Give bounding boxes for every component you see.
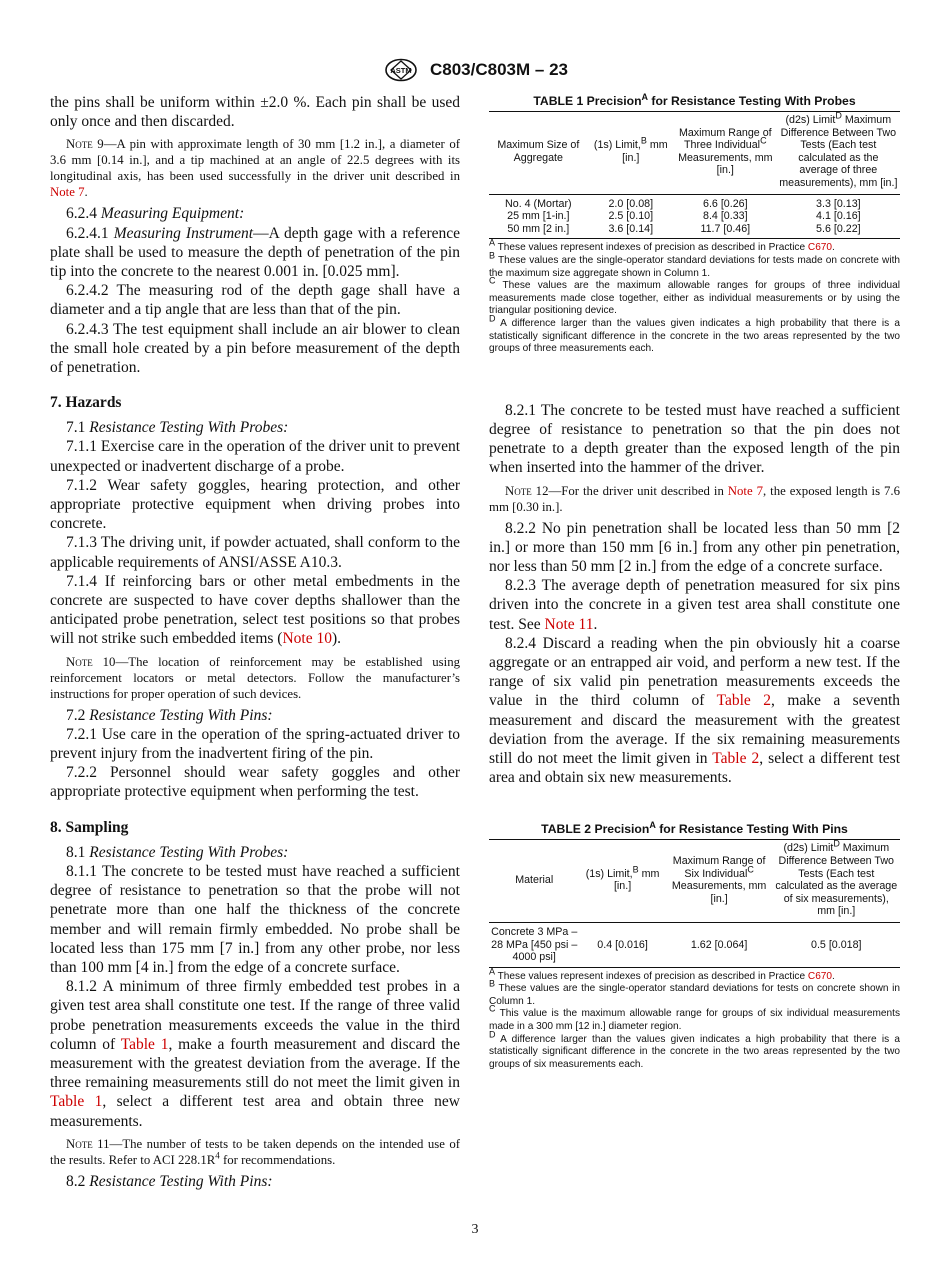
section-8-2: 8.2 Resistance Testing With Pins: — [66, 1172, 273, 1190]
section-7-1-3: 7.1.3 The driving unit, if powder actuated, shall conform to the applicable requirements of ANSI/ASSE A10.3. — [50, 534, 460, 571]
section-6-2-4-3: 6.2.4.3 The test equipment shall include an air blower to clean the small hole created by a pin before measurement of the depth of penetration. — [50, 320, 460, 377]
astm-logo-icon — [382, 58, 420, 82]
table-row: 25 mm [1-in.] 2.5 [0.10] 8.4 [0.33] 4.1 [0.16] — [507, 210, 861, 223]
table-1-title: TABLE 1 Precision$^A$ for Resistance Testing With Probes — [533, 91, 856, 108]
table-1-header-cell: Maximum Size of Aggregate — [489, 112, 588, 195]
table-1 — [489, 93, 900, 356]
svg-text:ASTM: ASTM — [390, 66, 412, 75]
section-8-1-1: 8.1.1 The concrete to be tested must have reached a sufficient degree of resistance to penetration so that the probe will not penetrate more than one half the thickness of the concrete member and will remain firmly embedded. No probe shall be located less than 175 mm [7 in.] from any other probe, nor less than 100 mm [4 in.] from the edge of a concrete surface. — [50, 862, 460, 976]
table-2-footnote-a: $^A$ These values represent indexes of precision as described in Practice C670. — [489, 966, 835, 982]
table-2 — [489, 821, 900, 1071]
table-2-footnote-c: $^C$ This value is the maximum allowable range for groups of six individual measurements made in a 300 mm [12 in.] diameter region. — [489, 1004, 900, 1033]
section-7-1-4: 7.1.4 If reinforcing bars or other metal embedments in the concrete are suspected to have cover depths shallower than the anticipated probe penetration, select test positions so that probes will not strike such embedded items (Note 10). — [50, 572, 460, 648]
table-1-footnote-c: $^C$ These values are the maximum allowable ranges for groups of three individual measurements made close together, either as individual measurements or by using the triangular positioning device. — [489, 275, 900, 317]
left-column — [50, 93, 460, 1191]
table-1-link[interactable]: Table 1 — [50, 1093, 103, 1111]
table-2-link[interactable]: Table 2 — [716, 692, 772, 710]
table-1-header-cell: (d2s) Limit$^D$ Maximum Difference Between Two Tests (Each test calculated as the average of three measurements), mm [in.] — [777, 112, 900, 195]
section-8-heading: 8. Sampling — [50, 818, 129, 836]
note-9: Note 9—A pin with approximate length of 30 mm [1.2 in.], a diameter of 3.6 mm [0.14 in.], and a tip machined at an angle of 22.5 degrees with its longitudinal axis, has been used successfully in the driver unit described in Note 7. — [50, 137, 460, 200]
table-2-header-cell: (1s) Limit,$^B$ mm [in.] — [579, 840, 665, 923]
section-7-2-2: 7.2.2 Personnel should wear safety goggles and other appropriate protective equipment when performing the test. — [50, 764, 460, 801]
table-row: 50 mm [2 in.] 3.6 [0.14] 11.7 [0.46] 5.6 [0.22] — [489, 223, 900, 239]
table-row: No. 4 (Mortar) 2.0 [0.08] 6.6 [0.26] 3.3 [0.13] — [505, 197, 861, 210]
note-11-link[interactable]: Note 11 — [544, 615, 594, 633]
standard-designation: C803/C803M – 23 — [430, 60, 568, 79]
section-6-2-4-2: 6.2.4.2 The measuring rod of the depth gage shall have a diameter and a tip angle that are less than that of the pin. — [50, 282, 460, 319]
table-1-header-cell: (1s) Limit,$^B$ mm [in.] — [588, 112, 674, 195]
section-8-2-2: 8.2.2 No pin penetration shall be located less than 50 mm [2 in.] or more than 150 mm [6 in.] from any other pin penetration, nor less than 50 mm [2 in.] from the edge of a concrete surface. — [489, 519, 900, 575]
table-2-header-cell: Material — [489, 840, 579, 923]
section-8-1: 8.1 Resistance Testing With Probes: — [66, 843, 289, 861]
section-6-2-4: 6.2.4 Measuring Equipment: — [66, 205, 245, 223]
page-number: 3 — [471, 1222, 479, 1237]
c670-link[interactable]: C670 — [807, 242, 833, 254]
table-2-grid — [489, 839, 900, 967]
c670-link[interactable]: C670 — [807, 970, 833, 982]
section-6-2-4-1: 6.2.4.1 Measuring Instrument—A depth gage with a reference plate shall be used to measure the depth of penetration of the pin tip into the concrete to the nearest 0.001 in. [0.025 mm]. — [50, 224, 460, 281]
section-8-2-1: 8.2.1 The concrete to be tested must have reached a sufficient degree of resistance to penetration so that the pin does not penetrate to a depth greater than the exposed length of the pin when inserted into the hammer of the driver. — [489, 401, 900, 477]
table-2-header-cell: Maximum Range of Six Individual$^C$ Measurements, mm [in.] — [666, 840, 773, 923]
section-7-2: 7.2 Resistance Testing With Pins: — [66, 706, 273, 724]
section-7-1-1: 7.1.1 Exercise care in the operation of the driver unit to prevent unexpected or inadvertent discharge of a probe. — [50, 438, 460, 475]
table-1-link[interactable]: Table 1 — [120, 1035, 169, 1053]
table-1-footnote-a: $^A$ These values represent indexes of precision as described in Practice C670. — [489, 237, 835, 254]
table-2-footnote-d: $^D$ A difference larger than the values given indicates a high probability that there is a statistically significant difference in the concrete in the two areas represented by the two groups of six measurements each. — [489, 1029, 900, 1070]
table-1-footnote-d: $^D$ A difference larger than the values given indicates a high probability that there is a statistically significant difference in the concrete in the two areas represented by the two groups of three measurements each. — [489, 313, 900, 355]
section-7-heading: 7. Hazards — [50, 394, 122, 412]
section-8-2-3: 8.2.3 The average depth of penetration measured for six pins driven into the concrete in a given test area shall constitute one test. See Note 11. — [489, 577, 900, 633]
section-7-2-1: 7.2.1 Use care in the operation of the spring-actuated driver to prevent injury from the inadvertent firing of the pin. — [50, 725, 460, 763]
table-2-footnote-b: $^B$ These values are the single-operator standard deviations for tests on concrete shown in Column 1. — [489, 978, 900, 1007]
note-7-link[interactable]: Note 7 — [727, 483, 764, 498]
table-2-title: TABLE 2 Precision$^A$ for Resistance Testing With Pins — [541, 820, 848, 837]
spacer — [489, 356, 900, 401]
section-8-2-4: 8.2.4 Discard a reading when the pin obviously hit a coarse aggregate or an entrapped air void, and perform a new test. If the range of six valid pin penetration measurements exceeds the value in the third column of Table 2, make a seventh measurement and discard the measurement with the greatest deviation from the average. If the six remaining measurements still do not meet the limit given in Table 2, select a different test area and obtain six new measurements. — [489, 634, 901, 787]
table-1-grid — [489, 111, 900, 239]
section-7-1: 7.1 Resistance Testing With Probes: — [66, 419, 289, 437]
right-column — [489, 93, 900, 1071]
note-10-link[interactable]: Note 10 — [282, 630, 332, 648]
table-1-footnote-b: $^B$ These values are the single-operator standard deviations for tests made on concrete with the maximum size aggregate shown in Column 1. — [489, 250, 900, 279]
table-row: Concrete 3 MPa –28 MPa [450 psi –4000 psi] 0.4 [0.016] 1.62 [0.064] 0.5 [0.018] — [489, 922, 900, 967]
section-7-1-2: 7.1.2 Wear safety goggles, hearing protection, and other appropriate protective equipment when driving probes into concrete. — [50, 476, 460, 533]
section-8-1-2: 8.1.2 A minimum of three firmly embedded test probes in a given test area shall constitute one test. If the range of three valid probe penetration measurements exceeds the value in the third column of Table 1, make a fourth measurement and discard the measurement with the greatest deviation from the average. If the three remaining measurements still do not meet the limit given in Table 1, select a different test area and obtain three new measurements. — [50, 978, 461, 1130]
table-2-header-cell: (d2s) Limit$^D$ Maximum Difference Between Two Tests (Each test calculated as the average of six measurements), mm [in.] — [773, 840, 900, 923]
page-header — [0, 58, 950, 82]
note-7-link[interactable]: Note 7 — [50, 185, 85, 200]
note-12: Note 12—For the driver unit described in Note 7, the exposed length is 7.6 mm [0.30 in.]. — [489, 483, 901, 514]
table-2-link[interactable]: Table 2 — [712, 749, 760, 767]
table-1-header-cell: Maximum Range of Three Individual$^C$ Measurements, mm [in.] — [674, 112, 777, 195]
note-10: Note 10—The location of reinforcement may be established using reinforcement locators or metal detectors. Follow the manufacturer’s instructions for proper operation of such devices. — [50, 654, 461, 701]
note-11: Note 11—The number of tests to be taken depends on the intended use of the results. Refer to ACI $228.1R^4$ for recommendations. — [50, 1136, 460, 1167]
para-pins-uniform: the pins shall be uniform within ±2.0 %. Each pin shall be used only once and then discarded. — [50, 94, 460, 131]
spacer — [489, 787, 900, 821]
